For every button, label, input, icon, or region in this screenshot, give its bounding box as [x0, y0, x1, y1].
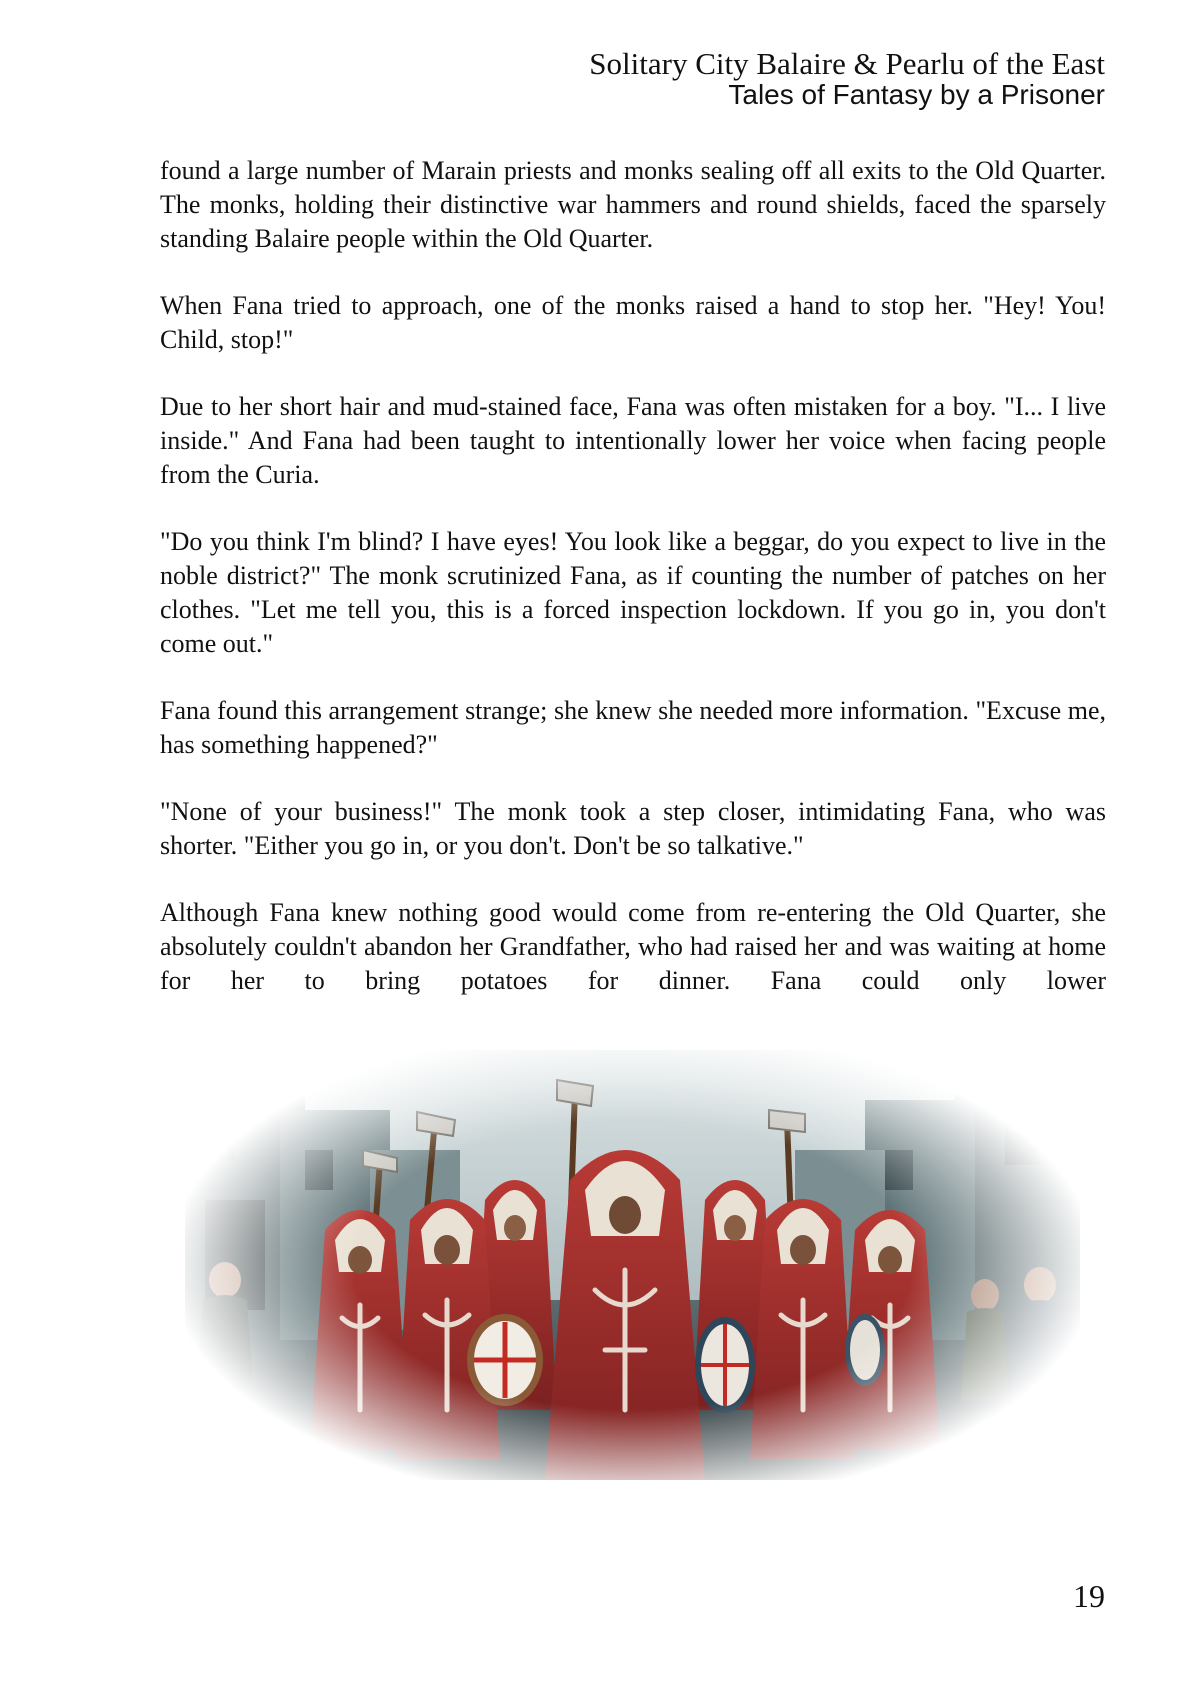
- paragraph: "None of your business!" The monk took a step closer, intimidating Fana, who was shorter. "Either you go in, or you don't. Don't be so talkative.": [160, 797, 1106, 860]
- book-subtitle: Tales of Fantasy by a Prisoner: [728, 79, 1105, 110]
- paragraph: found a large number of Marain priests and monks sealing off all exits to the Old Quarter. The monks, holding their distinctive war hammers and round shields, faced the sparsely standing Balaire people within the Old Quarter.: [160, 156, 1106, 253]
- book-title: Solitary City Balaire & Pearlu of the East: [589, 46, 1105, 81]
- paragraph: Due to her short hair and mud-stained face, Fana was often mistaken for a boy. "I... I live inside." And Fana had been taught to intentionally lower her voice when facing people from the Curia.: [160, 392, 1106, 489]
- monks-illustration: [185, 1050, 1080, 1480]
- running-header: [589, 48, 1105, 110]
- paragraph: "Do you think I'm blind? I have eyes! You look like a beggar, do you expect to live in the noble district?" The monk scrutinized Fana, as if counting the number of patches on her clothes. "Let me tell you, this is a forced inspection lockdown. If you go in, you don't come out.": [160, 527, 1106, 658]
- paragraph: When Fana tried to approach, one of the monks raised a hand to stop her. "Hey! You! Child, stop!": [160, 291, 1106, 354]
- illustration-scene: [185, 1050, 1080, 1480]
- paragraph: Although Fana knew nothing good would come from re-entering the Old Quarter, she absolutely couldn't abandon her Grandfather, who had raised her and was waiting at home for her to bring potatoes for dinner. Fana could only lower: [160, 898, 1106, 995]
- chapter-text: [160, 154, 1106, 998]
- page-number: 19: [1073, 1578, 1105, 1614]
- paragraph: Fana found this arrangement strange; she knew she needed more information. "Excuse me, has something happened?": [160, 696, 1106, 759]
